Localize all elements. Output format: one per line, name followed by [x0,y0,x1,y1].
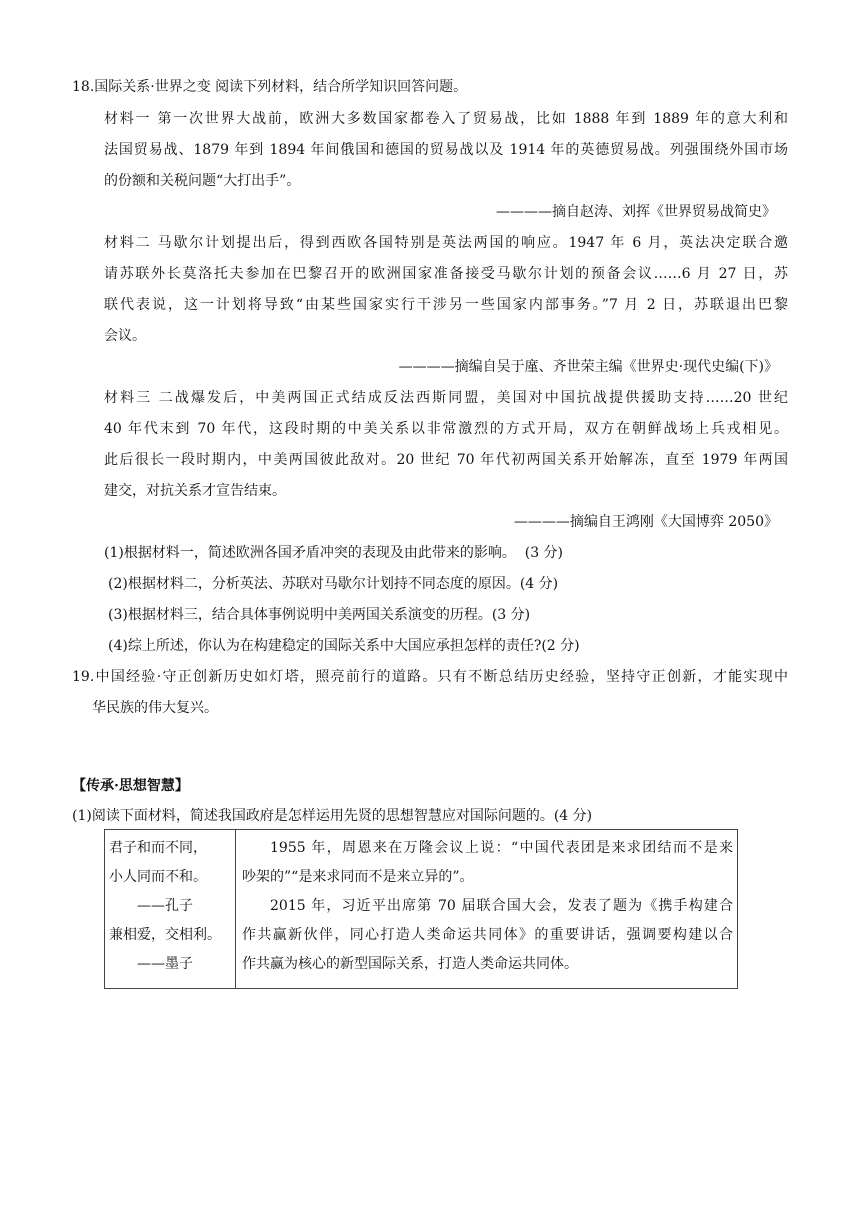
material-2-line-3: 联代表说，这一计划将导致“由某些国家实行干涉另一些国家内部事务。”7 月 2 日，苏联退出巴黎 [104,297,788,313]
material-2-source: ————摘编自吴于廑、齐世荣主编《世界史·现代史编(下)》 [398,359,778,375]
confucius-quote-line-2: 小人同而不和。 [109,869,207,885]
un-speech-line-1: 2015 年，习近平出席第 70 届联合国大会，发表了题为《携手构建合 [270,898,733,914]
section-title: 【传承·思想智慧】 [72,778,189,794]
material-1-line-3: 的份额和关税问题“大打出手”。 [104,173,301,189]
q19-line-2: 华民族的伟大复兴。 [92,700,218,716]
q18-sub-1: (1)根据材料一，简述欧洲各国矛盾冲突的表现及由此带来的影响。 (3 分) [104,545,564,561]
material-1-line-1: 材料一 第一次世界大战前，欧洲大多数国家都卷入了贸易战，比如 1888 年到 1889 年的意大利和 [104,111,788,127]
bandung-line-2: 吵架的”“是来求同而不是来立异的”。 [242,869,474,885]
material-2-line-1: 材料二 马歇尔计划提出后，得到西欧各国特别是英法两国的响应。1947 年 6 月，英法决定联合邀 [104,235,788,251]
material-2-line-2: 请苏联外长莫洛托夫参加在巴黎召开的欧洲国家准备接受马歇尔计划的预备会议……6 月 27 日，苏 [104,266,788,282]
confucius-attribution: ——孔子 [137,898,193,914]
quotes-table [104,829,738,989]
mozi-quote: 兼相爱，交相利。 [109,927,221,943]
q18-sub-2: (2)根据材料二，分析英法、苏联对马歇尔计划持不同态度的原因。(4 分) [108,576,559,592]
material-3-line-1: 材料三 二战爆发后，中美两国正式结成反法西斯同盟，美国对中国抗战提供援助支持……20 世纪 [104,390,788,406]
un-speech-line-3: 作共赢为核心的新型国际关系，打造人类命运共同体。 [242,956,578,972]
material-1-line-2: 法国贸易战、1879 年到 1894 年间俄国和德国的贸易战以及 1914 年的英德贸易战。列强围绕外国市场 [104,142,788,158]
confucius-quote-line-1: 君子和而不同， [109,840,207,856]
un-speech-line-2: 作共赢新伙伴，同心打造人类命运共同体》的重要讲话，强调要构建以合 [242,927,733,943]
modern-events-cell [236,830,738,989]
sages-quote-cell [105,830,236,989]
q18-sub-4: (4)综上所述，你认为在构建稳定的国际关系中大国应承担怎样的责任?(2 分) [108,638,580,654]
material-1-source: ————摘自赵涛、刘挥《世界贸易战简史》 [496,204,776,220]
material-3-line-2: 40 年代末到 70 年代，这段时期的中美关系以非常激烈的方式开局，双方在朝鲜战场上兵戎相见。 [104,421,788,437]
q19-line-1: 19.中国经验·守正创新历史如灯塔，照亮前行的道路。只有不断总结历史经验，坚持守正创新，才能实现中 [72,669,788,685]
bandung-line-1: 1955 年，周恩来在万隆会议上说：“中国代表团是来求团结而不是来 [270,840,733,856]
material-3-line-4: 建交，对抗关系才宣告结束。 [104,483,286,499]
q18-heading: 18.国际关系·世界之变 阅读下列材料，结合所学知识回答问题。 [72,79,468,95]
q18-sub-3: (3)根据材料三，结合具体事例说明中美两国关系演变的历程。(3 分) [108,607,531,623]
material-3-source: ————摘编自王鸿刚《大国博弈 2050》 [513,514,778,530]
material-2-line-4: 会议。 [104,328,146,344]
mozi-attribution: ——墨子 [137,956,193,972]
material-3-line-3: 此后很长一段时期内，中美两国彼此敌对。20 世纪 70 年代初两国关系开始解冻，直至 1979 年两国 [104,452,788,468]
section-question-1: (1)阅读下面材料，简述我国政府是怎样运用先贤的思想智慧应对国际问题的。(4 分) [72,808,593,824]
